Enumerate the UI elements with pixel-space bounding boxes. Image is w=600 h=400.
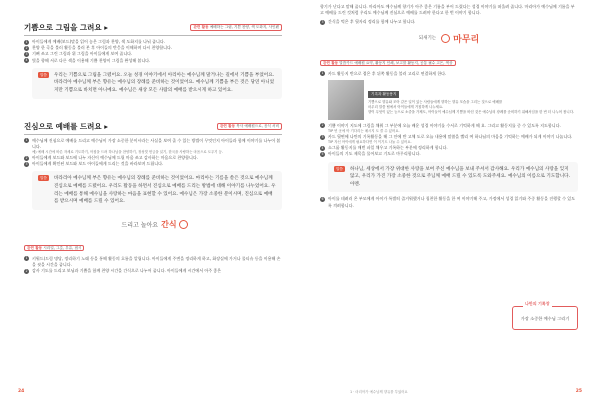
inset-line: 향이 무엇이 있는 능으로 소중을 가제도, 아이들이 예수님께 기쁨을 바친 것은 예수님의 장례를 준비하기 위해서임을 한 번 더 나누어 봅니다. [368,110,575,115]
section-title-worship [24,121,282,135]
list-item: 6 아이를 데려러 온 부모에게 아이가 특별히 즐거워했거나 칭찬한 활동을 한 여 이야기해 주고, 가정에서 성경 읽기와 주중 활동을 진행할 수 있도록 격려합니다. [321,196,575,208]
numbered-list [24,256,282,275]
right-page [300,0,600,400]
section-title-drawing [24,22,282,36]
inset-line: 마무리 말씀 팁에서 아이들에게 거침하게 나누세요. [368,105,444,110]
right-content [320,4,578,209]
note-text: 예) 예배 시간에 바른 자세로 기도하기, 아침을 드려 하나님을 찬양하기, 정성껏 헌금을 읽기, 한국을 사랑하는 마음으로 도우기 등. [32,150,223,154]
numbered-list [320,71,578,77]
intro-text: 향기가 난다고 말해 줍니다. 마리아도 예수님께 향기가 아주 좋은 기름을 부어 드렸다는 성경 이야기를 떠올려 줍니다. 마리아가 예수님께 기름을 부고 예배를 드린 것처럼 우리도 예수님께 진심으로 예배를 드려야 한다고 한 번 이야기 합니다. [320,4,575,16]
tip-note: TIP 빈 곳에 아 기다리는 메시지 도 쓸 수 있어요. [328,129,400,134]
page-number: 24 [18,389,25,394]
activity-tag: 관련 활동 예배하는 그림, 기쁜 찬양, 색 도화지, 사인펜 [190,24,282,31]
numbered-list [320,196,578,208]
list-item: 1 키워드(드림 명당, 정리하기 노래 등을 통해 활동의 흐름을 알립니다. 아이들에게 주변을 정리하게 하고, 화장실에 가거나 물티슈 등을 이용해 손을 씻을 시간을 줍니다. [25,255,281,267]
tip-box [512,301,578,330]
tip-box-heading: 나만의 기록장 [525,301,550,306]
list-item: 1 카드 활동지 반으로 접은 후 뒤쪽 활동을 불러 고리로 연결하게 한다. [321,70,447,76]
closing-heading: 되새기는 마무리 [418,34,480,45]
example-text: 우리는 기쁨으로 그림을 그렸어요. 오늘 성경 이야기에서 아리아는 예수님께 말거나는 길에서 기쁨을 부었어요. 바라리아 예수님께 부은 향유는 예수님의 장례를 준비하는 것이었어요. 예수님께 기쁨을 부은 것은 당연 아니었지만 기쁨으로 바치면 아니예요. 예수님은 새상 모든 사람의 예배를 받으시게 하고 있어요. [53,72,275,93]
example-label: 말씀 [40,72,47,77]
list-item: 3 간식을 먹은 후 뒷자리 정리를 함께 나누고 합니다. [321,19,416,25]
running-head: 1 · 마리아가 예수님께 향유를 부었어요 [350,390,408,394]
list-item: 2 기쁨 이야기 지도에 그림을 채워 그 부분에 오늘 배운 성경 이야기를 수서로 기억하게 해 요. 그리고 활동지를 중 수 있도록 지도합니다. [321,122,561,128]
flame-icon [179,220,188,229]
list-item: 3 기뻐 쓰고 그린 그림과 위 그림을 아이들에게 보여 줍니다. [25,51,133,57]
page-number: 25 [575,389,582,394]
numbered-list [24,155,282,167]
list-item: 2 아이들에게 보드와 보드에 나누 자신이 예수님께 드릴 마음 쓰고 감사하는 마음으로 찬양합니다. [25,155,198,160]
example-text: 바라리아 예수님께 부은 향유는 예수님의 장례를 준비하는 것이었어요. 마리아는 기름을 쏟은 것으로 예수님께 진심으로 예배를 드렸어요. 우리도 활동을 하면서 진심으로 예배를 드리는 방법에 대해 이야기를 나누었어요. 우리는 예배를 통해 예수님을 사랑하는 마음을 표현할 수 있어요. 예수님은 가장 소중한 분이시며, 진심으로 예배를 받으시며 예배를 드릴 수 있어요. [53,176,276,205]
inset-line: 기쁨으로 향유와 모아 같은 일이 있는 사람들에게 향하는 향유 모습을 그리는 것으로 예배를 [368,99,503,104]
activity-tag: 관련 활동 시리얼, 그릇, 우유, 접시 [24,245,84,251]
example-box [32,68,282,99]
activity-photo [328,80,364,120]
list-item: 4 빛을 향해 서로 다른 색을 이용해 기쁨 찬양이 그림을 완성해 봅니다. [25,57,151,63]
flame-icon [441,34,450,43]
inset-heading: 기록과 활동용지 [368,91,399,98]
tip-box-body: 가장 소중한 예수님 그리기 [520,316,570,321]
inset-figure [328,80,578,120]
numbered-list [320,145,578,157]
section-heading: 기쁨으로 그림을 그려요 ▸ [24,23,109,32]
list-item: 1 아이들에게 예배(보드)말을 읽어 놓은 그림과 찬양, 색 도화지를 나눠 줍니다. [25,39,166,44]
list-item: 5 아이들의 기도 제목을 물어보고 기도로 마무리합니다. [321,151,421,157]
snack-heading: 드리고 놀아요 간식 [24,219,282,230]
example-label: 말씀 [40,176,47,181]
example-box [32,171,282,209]
list-item: 4 소그룹 활동지를 매번 파일 채우고 기록하는 부분에 정리하게 합니다. [321,145,448,151]
numbered-list [320,19,578,25]
tip-note: TIP 자신 아이에게 필요하다면 이 이기도 나눌 수 있어요. [328,140,412,145]
section-heading: 진심으로 예배를 드려요 ▸ [24,121,109,131]
list-item: 2 감사 기도를 드리고 보님과 기쁨을 함께 찬양 시간을 간식으로 나누어 줍니다. 아이들에게 시간에서 아주 좋은 [25,268,222,274]
list-item: 3 아이들에게 확인된 보드와 보드 아이들에게 드리는 것을 바라보며 드립니다. [25,161,164,167]
activity-tag: 관련 활동 목사 예배원으로, 음식 서비 [217,123,282,130]
example-label: 말씀 [336,166,343,171]
activity-tag: 관련 활동 말씀카드 예배원 요약, 활동지 인쇄, 보고를 활동지, 공통 필수 고은, 색상 [320,60,456,66]
list-item: 1 예수님께 진심으로 예배를 드리고 예수님이 가장 소중한 분이시라는 사실을 보여 줄 수 있는 방법이 무엇인지 아이들과 함께 이야기를 나누어 봅니다. [25,137,281,149]
numbered-list [24,39,282,64]
example-box [328,162,578,193]
list-item: 3 카드 뒷면에 나만의 기록활동을 해 그 안에 반 고체 도로 오늘 내용에 말씀을 빨리 여 하나님의 마음을 기억하는 예배가 되게 이야기 나눕니다. [321,134,573,140]
list-item: 2 찬양 한 곡을 불러 활동을 불러 본 후 아이들의 반응을 이해하며 다시 찬양합니다. [25,45,173,51]
left-content [24,22,282,274]
numbered-list [24,138,282,150]
example-text: 하나님, 세상에서 가장 위대한 사랑을 보여 주신 예수님을 보내 주셔서 감사해요. 우리가 예수님의 사랑을 잊지 않고, 우리가 가진 가장 소중한 것으로 주님께 예배 드릴 수 있도록 도와주세요. 예수님의 이름으로 기도합니다. 아멘. [349,166,571,187]
